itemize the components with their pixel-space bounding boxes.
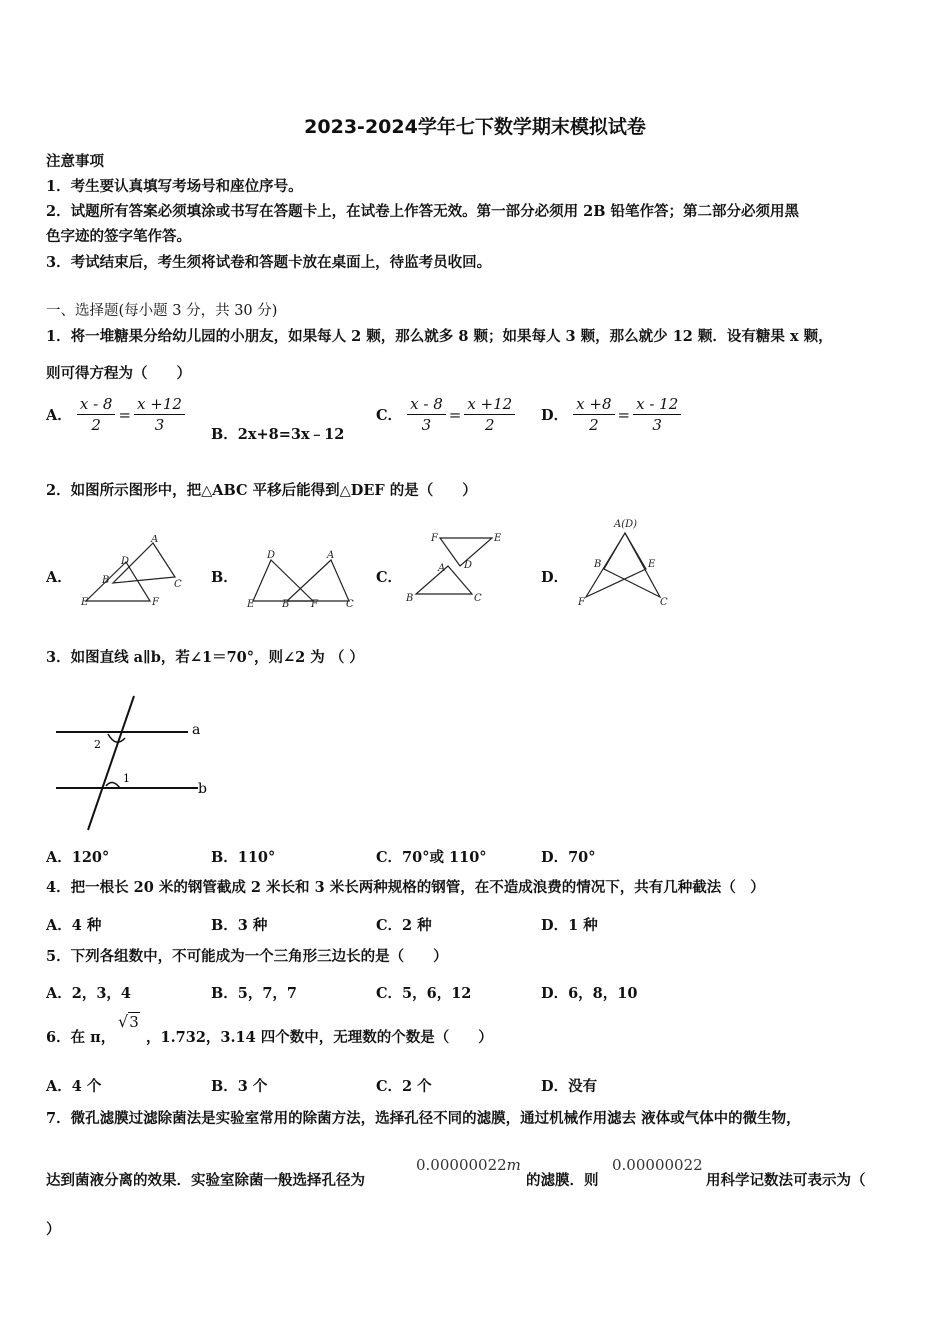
- svg-text:B: B: [594, 559, 602, 570]
- angle-2-label: 2: [94, 738, 101, 751]
- option-label: B．: [211, 569, 238, 586]
- notice-item: 3．考试结束后，考生须将试卷和答题卡放在桌面上，待监考员收回。: [46, 254, 492, 271]
- option: A．4 个: [46, 1078, 102, 1095]
- notice-item: 1．考生要认真填写考场号和座位序号。: [46, 178, 303, 195]
- option-label: D．: [541, 407, 569, 424]
- svg-text:C: C: [660, 597, 668, 608]
- question-6-stem-end: ，1.732，3.14 四个数中，无理数的个数是（ ）: [146, 1029, 493, 1046]
- svg-text:A: A: [151, 535, 159, 545]
- svg-text:F: F: [152, 597, 159, 608]
- svg-text:D: D: [464, 560, 473, 571]
- option: D．1 种: [541, 917, 598, 934]
- option-label: C．: [376, 569, 403, 586]
- q2-figure-a: [78, 535, 188, 610]
- option: C．2 种: [376, 917, 432, 934]
- svg-text:B: B: [102, 575, 110, 586]
- q3-figure: [50, 692, 230, 842]
- svg-text:D: D: [121, 556, 130, 567]
- svg-text:B: B: [282, 599, 290, 610]
- option: A．4 种: [46, 917, 102, 934]
- svg-text:E: E: [648, 559, 656, 570]
- option-label: C．: [376, 407, 403, 424]
- sqrt-expression: √3: [118, 1012, 139, 1031]
- fraction: $\frac{x +8}{2}$: [573, 395, 614, 434]
- question-7-stem-cont: 达到菌液分离的效果．实验室除菌一般选择孔径为: [46, 1172, 365, 1189]
- option-label: D．: [541, 569, 569, 586]
- angle-1-label: 1: [123, 772, 130, 785]
- svg-text:F: F: [578, 597, 585, 608]
- q2-figure-b: [243, 545, 363, 610]
- fraction: $\frac{x +12}{3}$: [134, 395, 185, 434]
- question-7-stem-cont: 的滤膜．则: [526, 1172, 599, 1189]
- svg-text:A: A: [327, 550, 335, 561]
- option: C．70°或 110°: [376, 849, 487, 866]
- svg-text:E: E: [494, 533, 502, 544]
- option: B．3 个: [211, 1078, 268, 1095]
- option-label: A．: [46, 569, 72, 586]
- option: B．5，7，7: [211, 985, 298, 1002]
- option: B．3 种: [211, 917, 268, 934]
- q2-figure-c: [404, 528, 514, 608]
- question-6-stem-start: 6．在 π，: [46, 1029, 116, 1046]
- option-label: A．: [46, 407, 72, 424]
- option: B．110°: [211, 849, 276, 866]
- svg-text:E: E: [81, 597, 89, 608]
- fraction: $\frac{x - 8}{3}$: [407, 395, 446, 434]
- line-b-label: b: [198, 781, 207, 797]
- section-heading: 一、选择题(每小题 3 分，共 30 分): [46, 303, 278, 319]
- option: D．6，8，10: [541, 985, 638, 1002]
- notice-item: 2．试题所有答案必须填涂或书写在答题卡上，在试卷上作答无效。第一部分必须用 2B 铅笔作答；第二部分必须用黑: [46, 203, 800, 220]
- svg-text:C: C: [174, 579, 182, 590]
- question-7-stem-end: ）: [46, 1221, 61, 1238]
- q1-option-d: D． $\frac{x +8}{2}$ = $\frac{x - 12}{3}$: [541, 395, 681, 434]
- number-value: 0.00000022: [612, 1156, 703, 1174]
- fraction: $\frac{x - 12}{3}$: [633, 395, 681, 434]
- question-3-stem: 3．如图直线 a∥b，若∠1＝70°，则∠2 为 （ ）: [46, 649, 364, 666]
- option: D．70°: [541, 849, 596, 866]
- question-1-stem: 1．将一堆糖果分给幼儿园的小朋友，如果每人 2 颗，那么就多 8 颗；如果每人 3 颗，那么就少 12 颗．设有糖果 x 颗，: [46, 328, 833, 345]
- option: A．2，3，4: [46, 985, 132, 1002]
- option: C．2 个: [376, 1078, 432, 1095]
- q1-option-a: A． $\frac{x - 8}{2}$ = $\frac{x +12}{3}$: [46, 395, 185, 434]
- question-4-stem: 4．把一根长 20 米的钢管截成 2 米长和 3 米长两种规格的钢管，在不造成浪费的情况下，共有几种截法（ ）: [46, 879, 765, 896]
- svg-text:C: C: [474, 593, 482, 604]
- svg-text:E: E: [247, 599, 255, 610]
- line-a-label: a: [192, 722, 201, 738]
- svg-text:F: F: [311, 599, 318, 610]
- q1-option-c: C． $\frac{x - 8}{3}$ = $\frac{x +12}{2}$: [376, 395, 515, 434]
- question-7-stem: 7．微孔滤膜过滤除菌法是实验室常用的除菌方法，选择孔径不同的滤膜，通过机械作用滤去 液体或气体中的微生物，: [46, 1110, 801, 1127]
- notice-item: 色字迹的签字笔作答。: [46, 228, 191, 245]
- svg-text:F: F: [431, 533, 438, 544]
- question-1-stem-cont: 则可得方程为（ ）: [46, 365, 191, 382]
- fraction: $\frac{x +12}{2}$: [464, 395, 515, 434]
- q1-option-b: B．2x+8=3x﹣12: [211, 426, 345, 443]
- svg-text:D: D: [267, 550, 276, 561]
- question-7-stem-cont: 用科学记数法可表示为（: [706, 1172, 866, 1189]
- option: C．5，6，12: [376, 985, 472, 1002]
- option: A．120°: [46, 849, 110, 866]
- page-title: 2023-2024学年七下数学期末模拟试卷: [304, 116, 646, 138]
- question-2-stem: 2．如图所示图形中，把△ABC 平移后能得到△DEF 的是（ ）: [46, 482, 477, 499]
- svg-text:C: C: [346, 599, 354, 610]
- q2-figure-d: [572, 515, 672, 610]
- pore-size-value: 0.00000022m: [416, 1156, 521, 1174]
- fraction: $\frac{x - 8}{2}$: [77, 395, 116, 434]
- radical-sign-icon: √: [118, 1012, 129, 1031]
- option: D．没有: [541, 1078, 598, 1095]
- svg-text:A: A: [438, 563, 446, 574]
- question-5-stem: 5．下列各组数中，不可能成为一个三角形三边长的是（ ）: [46, 948, 448, 965]
- notice-heading: 注意事项: [46, 153, 104, 170]
- svg-text:A(D): A(D): [614, 519, 638, 530]
- svg-text:B: B: [406, 593, 414, 604]
